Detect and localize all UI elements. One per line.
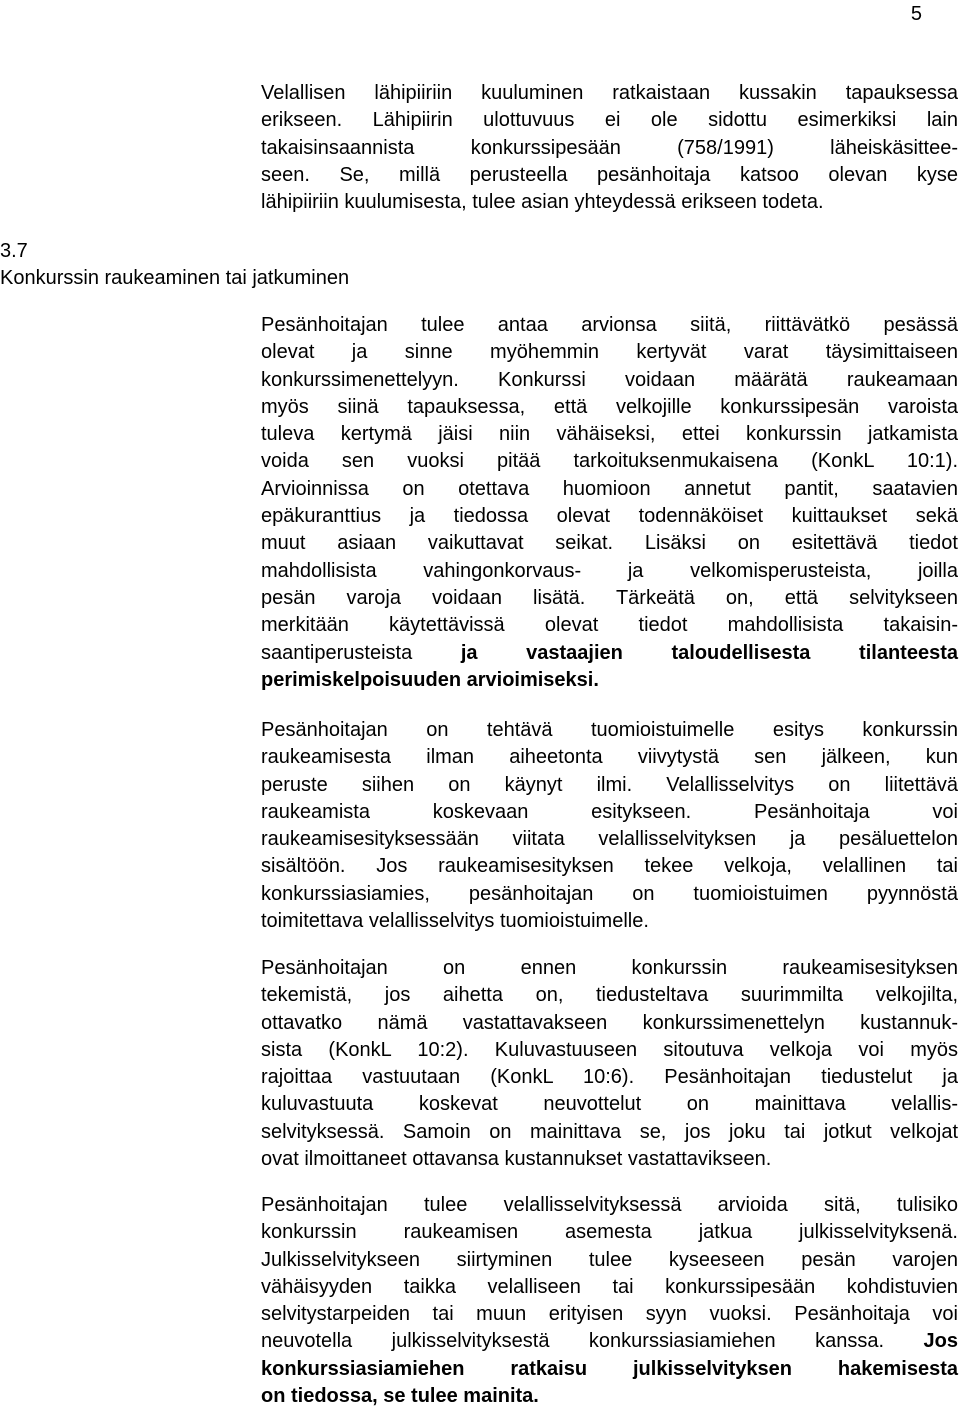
text-line: pesän varoja voidaan lisätä. Tärkeätä on, että selvitykseen: [261, 586, 958, 609]
text-line: voida sen vuoksi pitää tarkoituksenmukaisena (KonkL 10:1).: [261, 450, 958, 473]
text-line: rajoittaa vastuutaan (KonkL 10:6). Pesänhoitajan tiedustelut ja: [261, 1066, 958, 1089]
text-bold: ja vastaajien taloudellisesta tilanteesta: [460, 641, 958, 664]
text-line: tuleva kertymä jäisi niin vähäiseksi, ettei konkurssin jatkamista: [261, 423, 958, 446]
text-line-bold: on tiedossa, se tulee mainita.: [261, 1385, 539, 1408]
text-normal: saantiperusteista: [261, 641, 461, 664]
text-line: epäkuranttius ja tiedossa olevat todennäköiset kuittaukset sekä: [261, 505, 958, 528]
text-line: muut asiaan vaikuttavat seikat. Lisäksi on esitettävä tiedot: [261, 532, 958, 555]
text-line: konkurssimenettelyyn. Konkurssi voidaan määrätä raukeamaan: [261, 368, 958, 391]
text-line: sista (KonkL 10:2). Kuluvastuuseen sitoutuva velkoja voi myös: [261, 1038, 958, 1061]
text-normal: neuvotella julkisselvityksestä konkurssiasiamiehen kanssa.: [261, 1330, 924, 1353]
paragraph-arvio: [261, 312, 958, 694]
text-line: raukeamista koskevaan esitykseen. Pesänhoitaja voi: [261, 800, 958, 823]
text-line: [261, 1328, 958, 1355]
text-line: erikseen. Lähipiirin ulottuvuus ei ole sidottu esimerkiksi lain: [261, 109, 958, 132]
text-line: raukeamisesityksessään viitata velallisselvityksen ja pesäluettelon: [261, 828, 958, 851]
text-line: Julkisselvitykseen siirtyminen tulee kyseeseen pesän varojen: [261, 1248, 958, 1271]
text-line: peruste siihen on käynyt ilmi. Velallisselvitys on liitettävä: [261, 773, 958, 796]
paragraph-kuluvastuu: [261, 955, 958, 1173]
text-line: selvityksessä. Samoin on mainittava se, jos joku tai jotkut velkojat: [261, 1120, 958, 1143]
text-line: toimitettava velallisselvitys tuomioistuimelle.: [261, 910, 649, 933]
page-number: 5: [910, 3, 922, 25]
text-line: seen. Se, millä perusteella pesänhoitaja katsoo olevan kyse: [261, 163, 958, 186]
text-line: sisältöön. Jos raukeamisesityksen tekee velkoja, velallinen tai: [261, 855, 958, 878]
section-title: Konkurssin raukeaminen tai jatkuminen: [0, 267, 350, 289]
text-line: tekemistä, jos aihetta on, tiedusteltava suurimmilta velkojilta,: [261, 984, 958, 1007]
text-line: takaisinsaannista konkurssipesään (758/1991) läheiskäsittee-: [261, 136, 958, 159]
text-line: raukeamisesta ilman aiheetonta viivytystä sen jälkeen, kun: [261, 746, 958, 769]
text-line: myös siinä tapauksessa, että velkojille konkurssipesän varoista: [261, 395, 958, 418]
text-line: Pesänhoitajan on tehtävä tuomioistuimelle esitys konkurssin: [261, 719, 958, 741]
text-line: konkurssin raukeamisen asemesta jatkua julkisselvityksenä.: [261, 1221, 958, 1244]
paragraph-julkisselvitys: [261, 1192, 958, 1410]
text-line: kuluvastuuta koskevat neuvottelut on mainittava velallis-: [261, 1093, 958, 1116]
section-number: 3.7: [0, 240, 28, 262]
text-line: konkurssiasiamies, pesänhoitajan on tuomioistuimen pyynnöstä: [261, 882, 958, 905]
paragraph-lahipiiri: [261, 80, 958, 216]
text-line: Arvioinnissa on otettava huomioon annetut pantit, saatavien: [261, 477, 958, 500]
text-bold: Jos: [923, 1330, 958, 1353]
text-line: Pesänhoitajan on ennen konkurssin raukeamisesityksen: [261, 957, 958, 979]
text-line: [261, 640, 958, 667]
paragraph-raukeamisesitys: [261, 717, 958, 935]
text-line: Velallisen lähipiiriin kuuluminen ratkaistaan kussakin tapauksessa: [261, 82, 958, 104]
text-line: mahdollisista vahingonkorvaus- ja velkomisperusteista, joilla: [261, 559, 958, 582]
text-line: ovat ilmoittaneet ottavansa kustannukset vastattavikseen.: [261, 1148, 772, 1171]
text-line: selvitystarpeiden tai muun erityisen syyn vuoksi. Pesänhoitaja voi: [261, 1303, 958, 1326]
text-line: merkitään käytettävissä olevat tiedot mahdollisista takaisin-: [261, 614, 958, 637]
text-line: lähipiiriin kuulumisesta, tulee asian yhteydessä erikseen todeta.: [261, 191, 824, 214]
text-line-bold: perimiskelpoisuuden arvioimiseksi.: [261, 668, 599, 691]
text-line: Pesänhoitajan tulee velallisselvityksessä arvioida sitä, tulisiko: [261, 1194, 958, 1216]
text-line: ottavatko nämä vastattavakseen konkurssimenettelyn kustannuk-: [261, 1011, 958, 1034]
text-line: Pesänhoitajan tulee antaa arvionsa siitä, riittävätkö pesässä: [261, 314, 958, 336]
text-line: olevat ja sinne myöhemmin kertyvät varat täysimittaiseen: [261, 341, 958, 364]
text-line: vähäisyyden taikka velalliseen tai konkurssipesään kohdistuvien: [261, 1275, 958, 1298]
text-line-bold: konkurssiasiamiehen ratkaisu julkisselvityksen hakemisesta: [261, 1357, 958, 1380]
